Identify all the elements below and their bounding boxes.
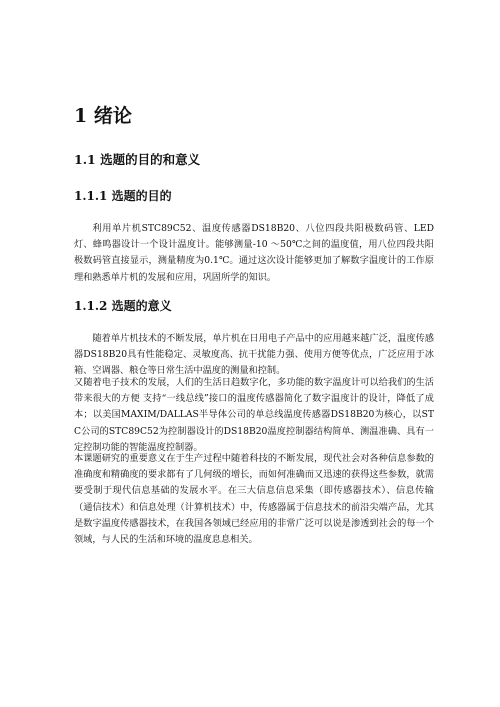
purpose-paragraph: 利用单片机STC89C52、温度传感器DS18B20、八位四段共阳极数码管、LED灯、蜂鸣器设计一个设计温度计。能够测量-10 ～50℃之间的温度值，用八位四段共阳极数码管直接显示，测量精度为0.1℃。通过这次设计能够更加了解数字温度计的工作原理和熟悉单片机的发展和应用，巩固所学的知识。 xyxy=(74,223,434,283)
significance-paragraph-2: 又随着电子技术的发展，人们的生活日趋数字化，多功能的数字温度计可以给我们的生活带来很大的方便 支持“一线总线”接口的温度传感器简化了数字温度计的设计，降低了成本；以美国MAXIM/DALLAS半导体公司的单总线温度传感器DS18B20为核心，以STC公司的STC89C52为控制器设计的DS18B20温度控制器结构简单、测温准确、具有一定控制功能的智能温度控制器。 xyxy=(74,377,434,453)
section-heading-1-1-1: 1.1.1 选题的目的 xyxy=(74,189,172,203)
significance-paragraph-1: 随着单片机技术的不断发展，单片机在日用电子产品中的应用越来越广泛，温度传感器DS18B20具有性能稳定、灵敏度高、抗干扰能力强、使用方便等优点，广泛应用于冰箱、空调器、粮仓等日常生活中温度的测量和控制。 xyxy=(74,333,434,377)
section-heading-1-1: 1.1 选题的目的和意义 xyxy=(74,152,201,167)
section-heading-1-1-2: 1.1.2 选题的意义 xyxy=(74,299,172,313)
chapter-title: 1 绪论 xyxy=(74,105,132,127)
significance-paragraph-3: 本课题研究的重要意义在于生产过程中随着科技的不断发展，现代社会对各种信息参数的准确度和精确度的要求都有了几何级的增长，而如何准确而又迅速的获得这些参数，就需要受制于现代信息基础的发展水平。在三大信息信息采集（即传感器技术）、信息传输（通信技术）和信息处理（计算机技术）中，传感器属于信息技术的前沿尖端产品，尤其是数字温度传感器技术，在我国各领域已经应用的非常广泛可以说是渗透到社会的每一个领域，与人民的生活和环境的温度息息相关。 xyxy=(74,453,434,546)
